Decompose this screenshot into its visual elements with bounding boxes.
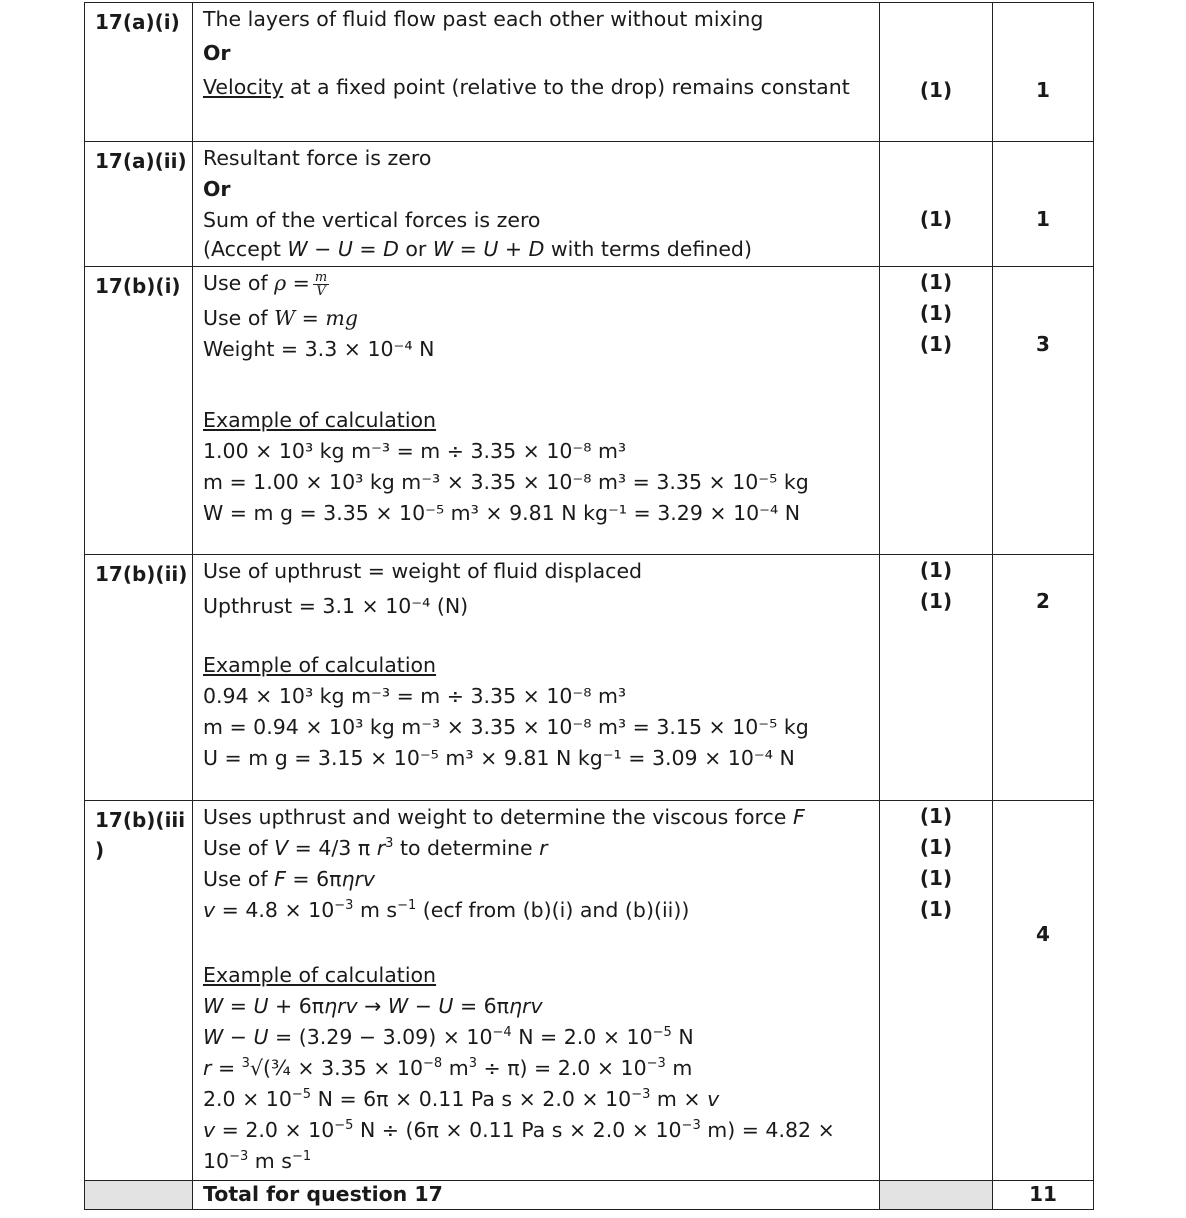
answer-line: Use of F = 6πηrv: [203, 867, 376, 891]
total-cell: [993, 555, 1094, 801]
total-mark: 3: [1036, 332, 1050, 356]
answer-cell: [193, 3, 880, 142]
fraction: $\frac{m}{V}$: [314, 269, 328, 299]
answer-or: Or: [203, 177, 231, 201]
total-value: 11: [993, 1181, 1094, 1210]
mark: (1): [919, 835, 953, 859]
mark: (1): [919, 332, 953, 356]
answer-accept: (Accept W − U = D or W = U + D with terms defined): [203, 237, 752, 261]
total-shade: [85, 1181, 193, 1210]
table-row: [85, 142, 1094, 267]
total-cell: [993, 142, 1094, 267]
total-cell: [993, 267, 1094, 555]
mark-scheme: [84, 2, 1093, 1210]
calc-line: $W - U = (3.29 - 3.09) \times 10^{-4}$ $N = 2.0 \times 10^{-5}$ N: [203, 1025, 694, 1049]
table-row: [85, 267, 1094, 555]
mark: (1): [919, 804, 953, 828]
answer-line: Use of ρ = $\frac{m}{V}$: [203, 269, 328, 299]
mark: (1): [919, 558, 953, 582]
total-label: Total for question 17: [193, 1181, 880, 1210]
calc-line: $v = 2.0 \times 10^{-5}$ N ÷ (6π × 0.11 Pa $s \times 2.0 \times 10^{-3}$ $m) = 4.82 \times 10^{-3}$ m $s^{-1}$: [203, 1118, 835, 1173]
answer-line: $v = 4.8 \times 10^{-3}$ m $s^{-1}$ (ecf from (b)(i) and (b)(ii)): [203, 898, 690, 922]
table-row: [85, 555, 1094, 801]
marks-cell: [880, 555, 993, 801]
mark: (1): [919, 866, 953, 890]
mark: (1): [919, 207, 953, 231]
mark: (1): [919, 897, 953, 921]
calc-line: $2.0 \times 10^{-5}$ N = 6π × 0.11 Pa $s \times 2.0 \times 10^{-3}$ m × v: [203, 1087, 720, 1111]
answer-line: Use of V = 4/3 π $r^3$ to determine r: [203, 836, 548, 860]
mark: (1): [919, 589, 953, 613]
total-mark: 1: [1036, 207, 1050, 231]
answer-line: Sum of the vertical forces is zero: [203, 208, 541, 232]
mark: (1): [919, 270, 953, 294]
marks-cell: [880, 267, 993, 555]
total-mark: 4: [1036, 922, 1050, 946]
answer-line: Weight = 3.3 × 10⁻⁴ N: [203, 337, 435, 361]
total-shade: [880, 1181, 993, 1210]
answer-or: Or: [203, 41, 231, 65]
example-heading: Example of calculation: [203, 408, 437, 432]
calc-line: m = 0.94 × 10³ kg m⁻³ × 3.35 × 10⁻⁸ m³ = 3.15 × 10⁻⁵ kg: [203, 715, 809, 739]
calc-line: r = $^3$√(¾ × $3.35 \times 10^{-8}$ $m^3 \div \pi) = 2.0 \times 10^{-3}$ m: [203, 1056, 693, 1080]
answer-cell: [193, 267, 880, 555]
calc-line: W = m g = 3.35 × 10⁻⁵ m³ × 9.81 N kg⁻¹ = 3.29 × 10⁻⁴ N: [203, 501, 801, 525]
calc-line: m = 1.00 × 10³ kg m⁻³ × 3.35 × 10⁻⁸ m³ = 3.35 × 10⁻⁵ kg: [203, 470, 809, 494]
total-mark: 1: [1036, 78, 1050, 102]
answer-line: Uses upthrust and weight to determine the viscous force F: [203, 805, 805, 829]
answer-line: Use of W = mg: [203, 306, 358, 330]
answer-cell: [193, 142, 880, 267]
total-cell: [993, 3, 1094, 142]
answer-line: Resultant force is zero: [203, 146, 432, 170]
question-number: 17(b)(i): [85, 267, 193, 555]
answer-cell: [193, 555, 880, 801]
question-number: 17(b)(iii ): [85, 801, 193, 1181]
question-number: 17(b)(ii): [85, 555, 193, 801]
table-row: [85, 3, 1094, 142]
table-row: [85, 801, 1094, 1181]
answer-line: The layers of fluid flow past each other without mixing: [203, 7, 764, 31]
mark-scheme-table: [84, 2, 1094, 1210]
answer-line: Upthrust = 3.1 × 10⁻⁴ (N): [203, 594, 469, 618]
example-heading: Example of calculation: [203, 653, 437, 677]
mark: (1): [919, 78, 953, 102]
marks-cell: [880, 801, 993, 1181]
total-mark: 2: [1036, 589, 1050, 613]
question-number: 17(a)(i): [85, 3, 193, 142]
mark: (1): [919, 301, 953, 325]
example-heading: Example of calculation: [203, 963, 437, 987]
answer-cell: [193, 801, 880, 1181]
marks-cell: [880, 3, 993, 142]
question-number: 17(a)(ii): [85, 142, 193, 267]
answer-line: Velocity at a fixed point (relative to the drop) remains constant: [203, 75, 850, 99]
calc-line: 1.00 × 10³ kg m⁻³ = m ÷ 3.35 × 10⁻⁸ m³: [203, 439, 627, 463]
calc-line: W = U + 6πηrv → W − U = 6πηrv: [203, 994, 543, 1018]
calc-line: 0.94 × 10³ kg m⁻³ = m ÷ 3.35 × 10⁻⁸ m³: [203, 684, 627, 708]
answer-line: Use of upthrust = weight of fluid displaced: [203, 559, 643, 583]
total-cell: [993, 801, 1094, 1181]
marks-cell: [880, 142, 993, 267]
calc-line: U = m g = 3.15 × 10⁻⁵ m³ × 9.81 N kg⁻¹ = 3.09 × 10⁻⁴ N: [203, 746, 795, 770]
total-row: [85, 1181, 1094, 1210]
